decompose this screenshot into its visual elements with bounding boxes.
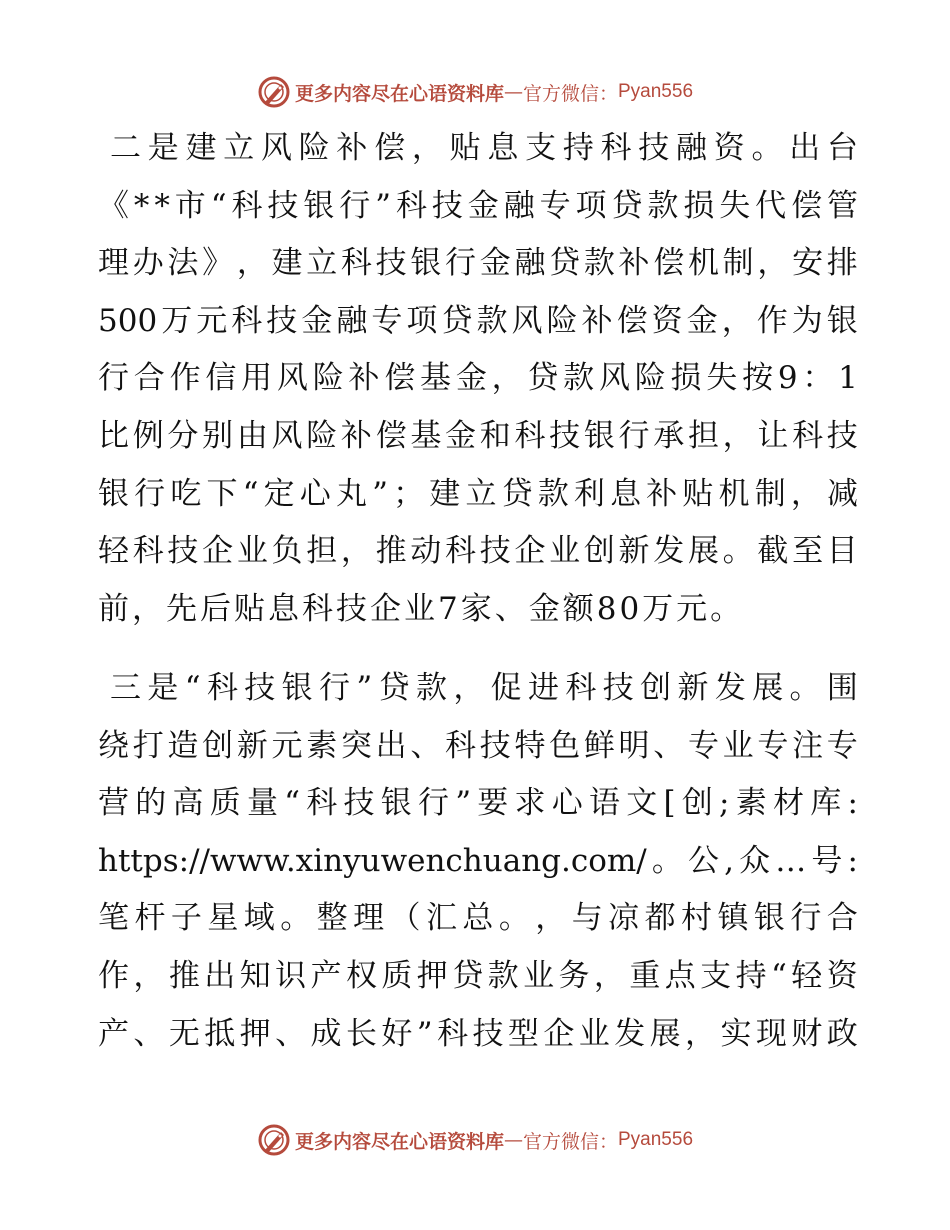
text-line: 理 办 法 》 ， 建 立 科 技 银 行 金 融 贷 款 补 偿 机 制 ， 安 排	[98, 245, 858, 282]
banner-main-text: 更多内容尽在心语资料库	[294, 1130, 504, 1153]
text-line: 笔 杆 子 星 域 。 整 理 （ 汇 总 。 ， 与 凉 都 村 镇 银 行 合	[98, 900, 858, 937]
text-line: 轻 科 技 企 业 负 担 ， 推 动 科 技 企 业 创 新 发 展 。 截 至 目	[98, 533, 858, 570]
text-line: 行 合 作 信 用 风 险 补 偿 基 金 ， 贷 款 风 险 损 失 按 9 ： 1	[98, 360, 858, 397]
header-banner	[0, 72, 950, 112]
text-line: 绕 打 造 创 新 元 素 突 出 、 科 技 特 色 鲜 明 、 专 业 专 注 专	[98, 727, 858, 764]
banner-dash: —	[503, 1129, 523, 1151]
banner-official-label: 官方微信：	[522, 82, 618, 105]
footer-banner	[0, 1120, 950, 1160]
text-line: 二 是 建 立 风 险 补 偿 ， 贴 息 支 持 科 技 融 资 。 出 台	[110, 130, 858, 166]
banner-dash: —	[503, 81, 523, 103]
text-line: 营 的 高 质 量 “ 科 技 银 行 ” 要 求 心 语 文 [ 创 ; 素 材 库 :	[98, 785, 858, 822]
paragraph-tech-bank-loans	[98, 660, 858, 1063]
text-line: 产 、 无 抵 押 、 成 长 好 ” 科 技 型 企 业 发 展 ， 实 现 财 政	[98, 1015, 858, 1052]
banner-main-text: 更多内容尽在心语资料库	[294, 82, 504, 105]
text-line: 《 * * 市 “ 科 技 银 行 ” 科 技 金 融 专 项 贷 款 损 失 代 偿 管	[98, 187, 858, 224]
banner-wechat-id: Pyan556	[618, 1129, 694, 1150]
text-line: 500 万 元 科 技 金 融 专 项 贷 款 风 险 补 偿 资 金 ， 作 为 银	[98, 302, 858, 339]
text-line: https://www.xinyuwenchuang.com/ 。 公 , 众 … 号 :	[98, 842, 858, 879]
text-line: 比 例 分 别 由 风 险 补 偿 基 金 和 科 技 银 行 承 担 ， 让 科 技	[98, 417, 858, 454]
banner-wechat-id: Pyan556	[618, 81, 694, 102]
text-line: 银 行 吃 下 “ 定 心 丸 ” ； 建 立 贷 款 利 息 补 贴 机 制 ， 减	[98, 475, 858, 512]
text-line: 三 是 “ 科 技 银 行 ” 贷 款 ， 促 进 科 技 创 新 发 展 。 围	[110, 670, 858, 706]
text-line: 前，先后贴息科技企业7家、金额80万元。	[98, 590, 745, 627]
paragraph-risk-compensation	[98, 120, 858, 638]
pen-logo-icon	[257, 1123, 291, 1157]
banner-official-label: 官方微信：	[522, 1130, 618, 1153]
pen-logo-icon	[257, 75, 291, 109]
text-line: 作 ， 推 出 知 识 产 权 质 押 贷 款 业 务 ， 重 点 支 持 “ 轻 资	[98, 957, 858, 994]
